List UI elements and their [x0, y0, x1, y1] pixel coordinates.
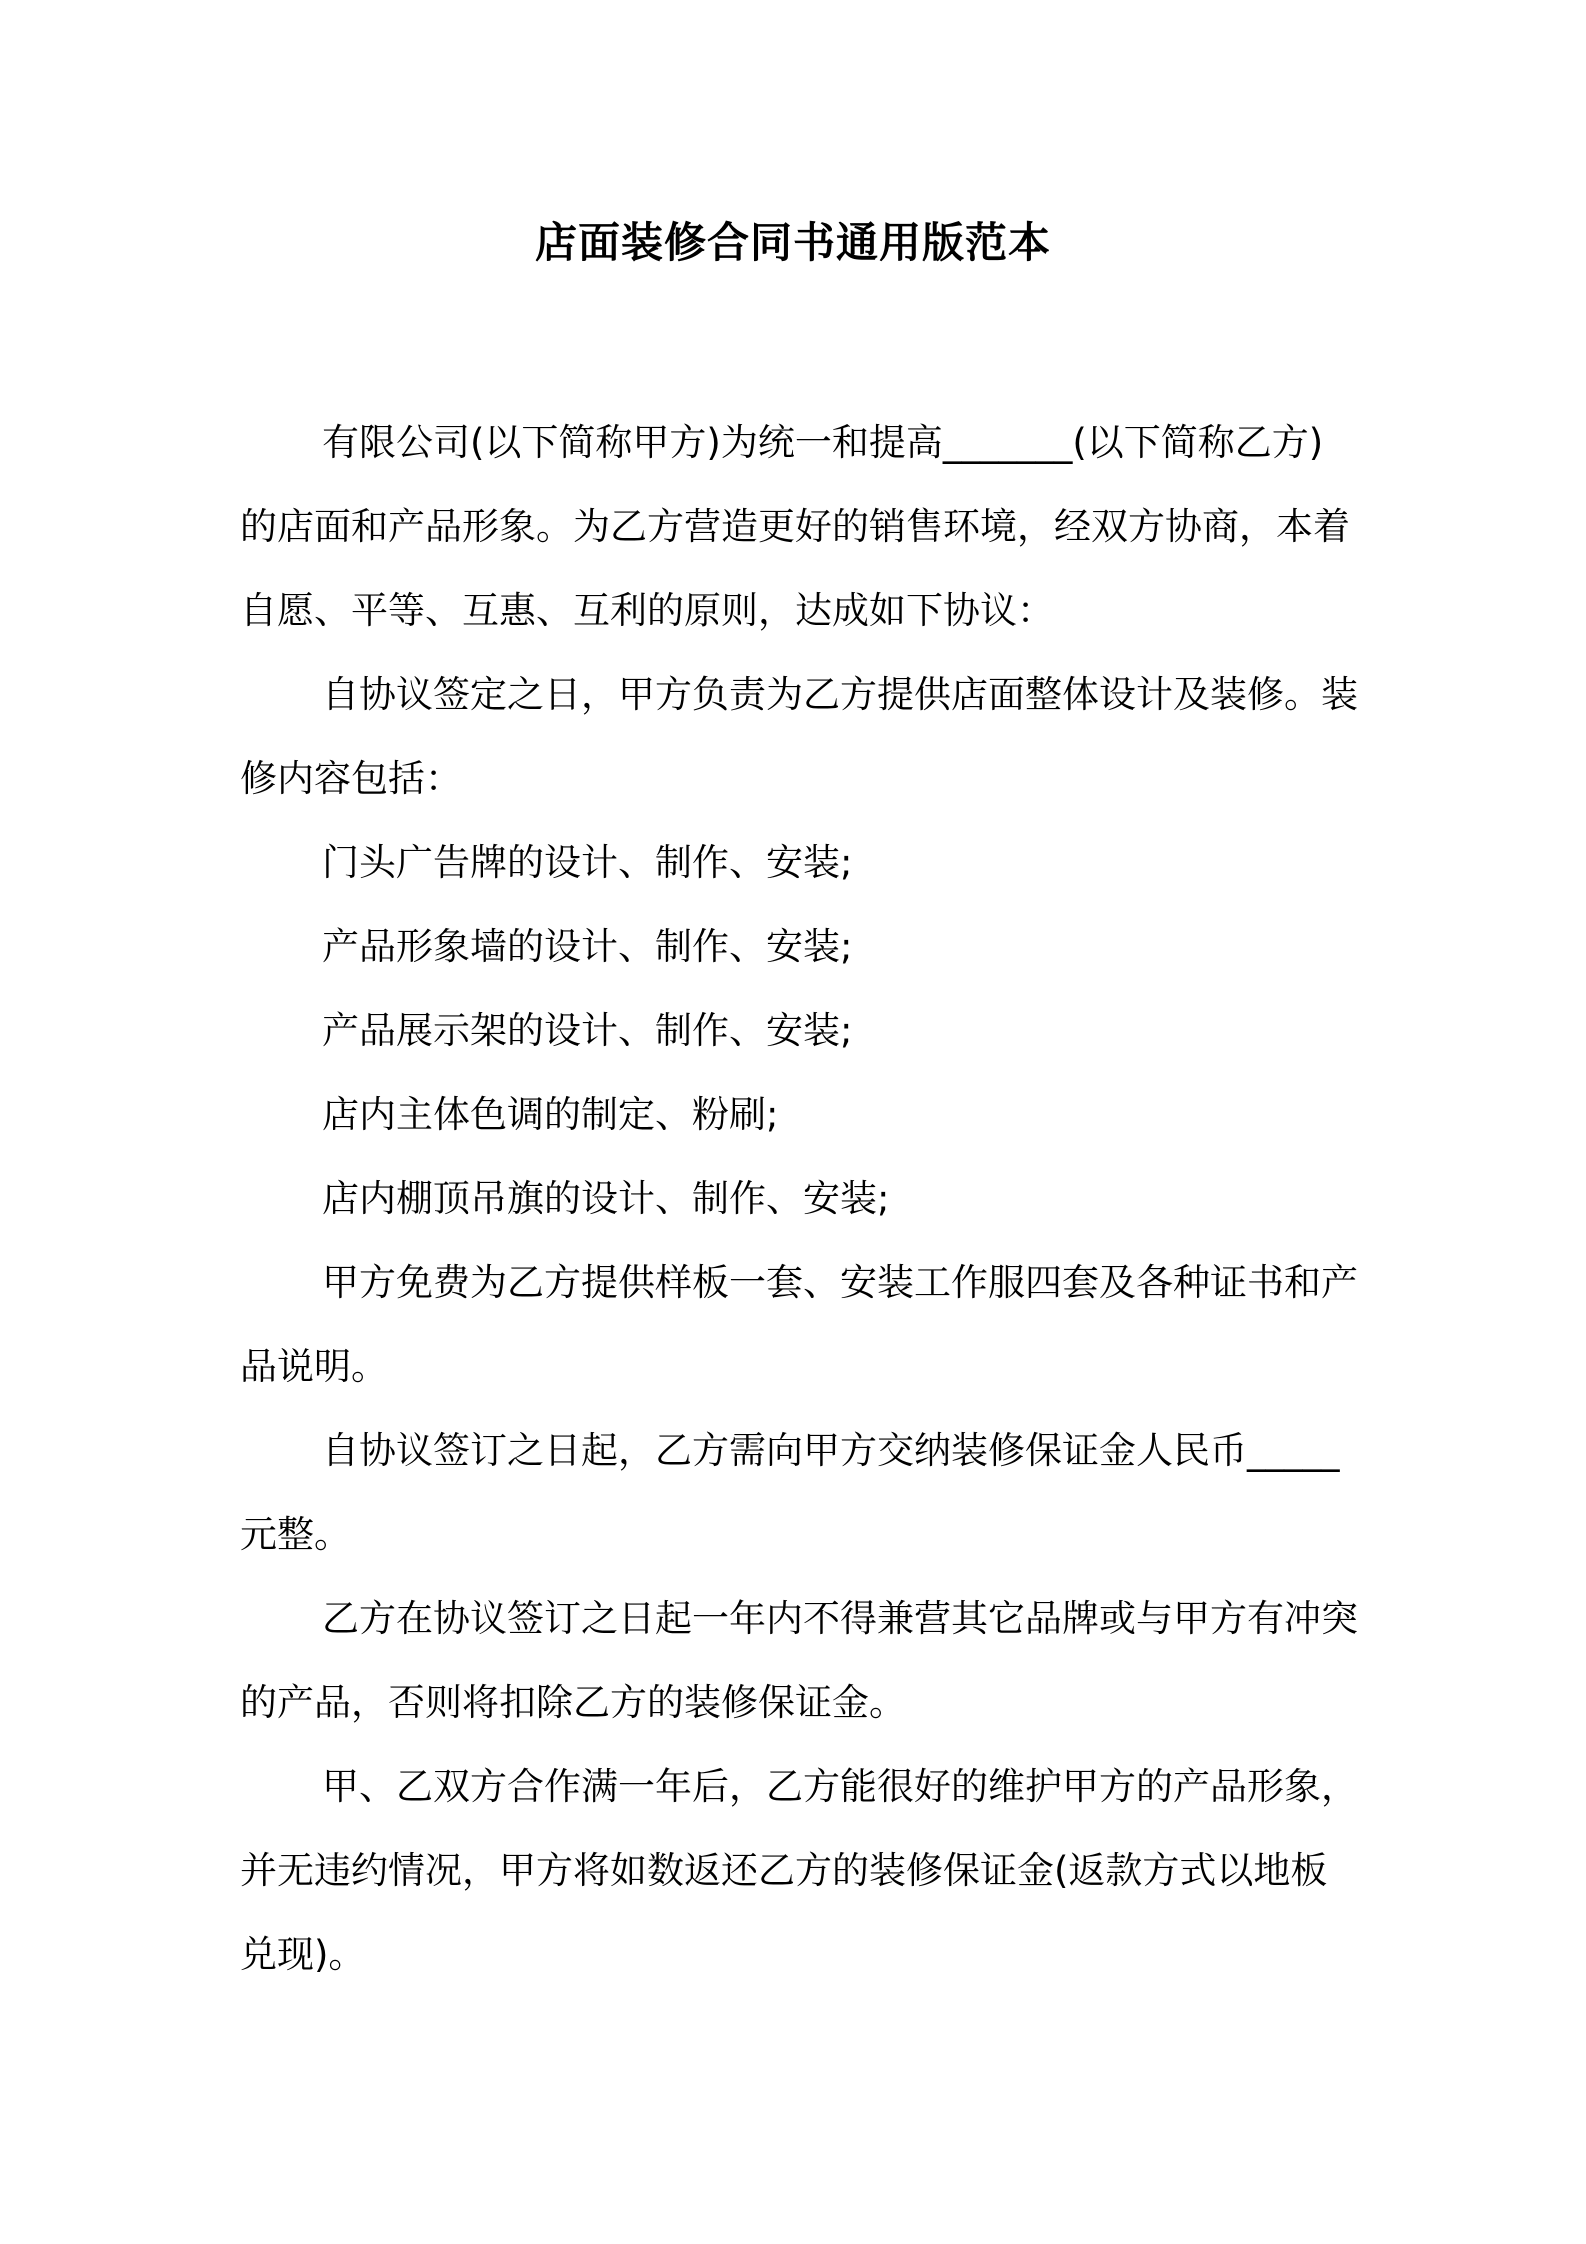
list-item-image-wall: 产品形象墙的设计、制作、安装;: [322, 925, 853, 968]
list-item-ceiling-flags: 店内棚顶吊旗的设计、制作、安装;: [322, 1177, 890, 1220]
paragraph-refund: 甲、乙双方合作满一年后，乙方能很好的维护甲方的产品形象，并无违约情况，甲方将如数返还乙方的装修保证金(返款方式以地板兑现)。: [240, 1765, 1358, 1976]
paragraph-exclusivity: 乙方在协议签订之日起一年内不得兼营其它品牌或与甲方有冲突的产品，否则将扣除乙方的装修保证金。: [240, 1597, 1358, 1724]
list-item-sign-board: 门头广告牌的设计、制作、安装;: [322, 841, 853, 884]
list-item-display-rack: 产品展示架的设计、制作、安装;: [322, 1009, 853, 1052]
paragraph-renovation-scope: 自协议签定之日，甲方负责为乙方提供店面整体设计及装修。装修内容包括：: [240, 673, 1358, 800]
document-title: 店面装修合同书通用版范本: [534, 218, 1051, 267]
paragraph-intro: 有限公司(以下简称甲方)为统一和提高_______(以下简称乙方)的店面和产品形象。为乙方营造更好的销售环境，经双方协商，本着自愿、平等、互惠、互利的原则，达成如下协议：: [240, 421, 1350, 632]
list-item-color-paint: 店内主体色调的制定、粉刷;: [322, 1093, 779, 1136]
paragraph-free-supplies: 甲方免费为乙方提供样板一套、安装工作服四套及各种证书和产品说明。: [240, 1261, 1358, 1388]
paragraph-deposit: 自协议签订之日起，乙方需向甲方交纳装修保证金人民币_____元整。: [240, 1429, 1340, 1556]
document-body: [240, 401, 1360, 1997]
